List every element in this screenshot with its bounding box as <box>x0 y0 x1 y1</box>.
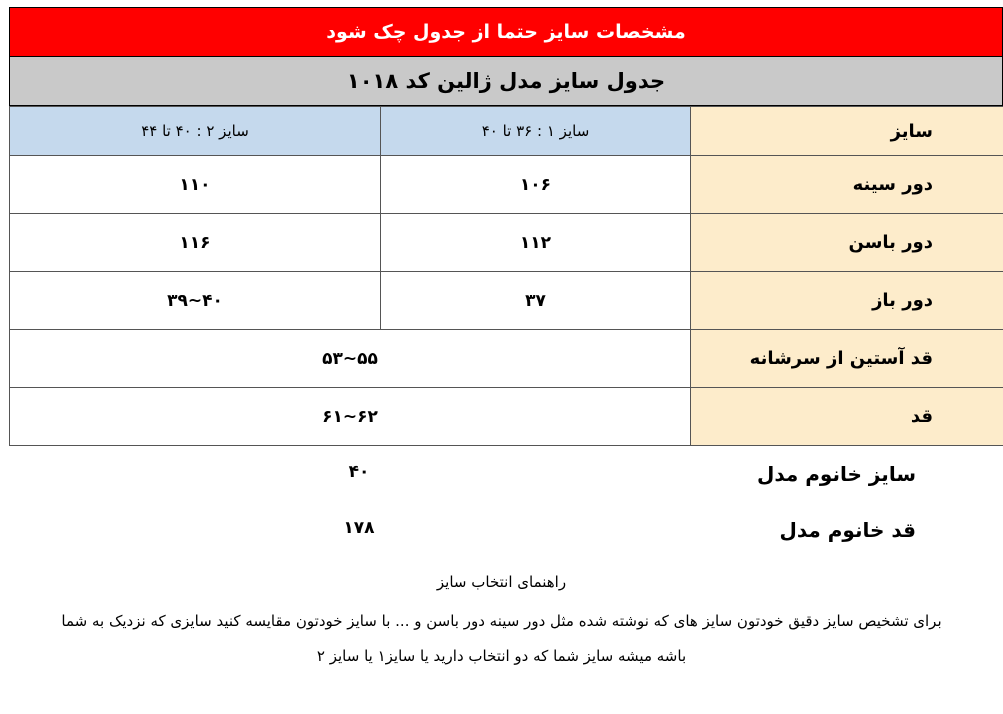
model-height-row <box>9 518 1003 558</box>
hip-label: دور باسن <box>691 214 1003 272</box>
table-row <box>10 272 1003 330</box>
size2-header: سایز ۲ : ۴۰ تا ۴۴ <box>10 107 381 156</box>
arm-size1: ۳۷ <box>381 272 691 330</box>
model-height-label: قد خانوم مدل <box>779 518 916 542</box>
size1-header: سایز ۱ : ۳۶ تا ۴۰ <box>381 107 691 156</box>
model-height-value: ۱۷۸ <box>343 518 375 538</box>
warning-banner-text: مشخصات سایز حتما از جدول چک شود <box>326 21 686 43</box>
guide-line-1: برای تشخیص سایز دقیق خودتون سایز های که نوشته شده مثل دور سینه دور باسن و ... با سایز خودتون مقایسه کنید سایزی که نزدیک به شما <box>61 612 942 630</box>
warning-banner <box>9 7 1003 57</box>
size-header-label: سایز <box>691 107 1003 156</box>
size-header-row <box>10 107 1003 156</box>
chest-label: دور سینه <box>691 156 1003 214</box>
chart-title-text: جدول سایز مدل ژالین کد ۱۰۱۸ <box>346 69 666 93</box>
model-size-label: سایز خانوم مدل <box>757 462 916 486</box>
chart-title <box>9 57 1003 106</box>
sleeve-length-value: ۵۵~۵۳ <box>10 330 691 388</box>
chest-size1: ۱۰۶ <box>381 156 691 214</box>
hip-size1: ۱۱۲ <box>381 214 691 272</box>
table-row <box>10 156 1003 214</box>
length-value: ۶۲~۶۱ <box>10 388 691 446</box>
model-size-row <box>9 462 1003 502</box>
guide-line-2: باشه میشه سایز شما که دو انتخاب دارید یا سایز۱ یا سایز ۲ <box>316 647 687 665</box>
sleeve-length-label: قد آستین از سرشانه <box>691 330 1003 388</box>
table-row <box>10 214 1003 272</box>
length-label: قد <box>691 388 1003 446</box>
model-size-value: ۴۰ <box>348 462 370 482</box>
arm-size2: ۴۰~۳۹ <box>10 272 381 330</box>
chest-size2: ۱۱۰ <box>10 156 381 214</box>
size-table <box>9 106 1003 446</box>
arm-label: دور باز <box>691 272 1003 330</box>
guide-title: راهنمای انتخاب سایز <box>436 573 567 591</box>
table-row <box>10 330 1003 388</box>
table-row <box>10 388 1003 446</box>
hip-size2: ۱۱۶ <box>10 214 381 272</box>
